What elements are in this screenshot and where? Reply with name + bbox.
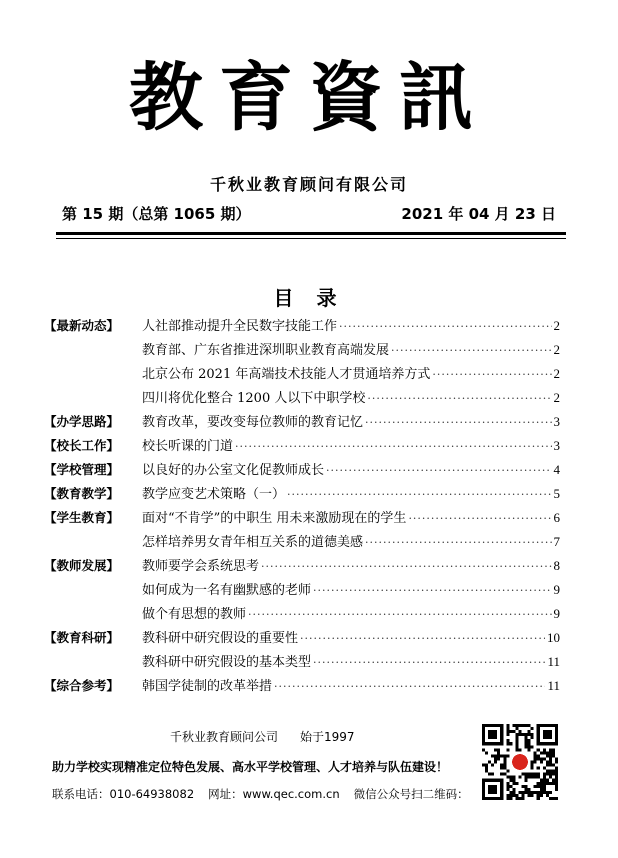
toc-dot-leader [339, 315, 551, 339]
toc-dot-leader [313, 651, 545, 675]
issue-info-row [62, 203, 556, 224]
toc-page-number: 10 [547, 630, 560, 645]
toc-category: 【办学思路】 [44, 414, 120, 429]
toc-entry-title: 面对“不肯学”的中职生 用未来激励现在的学生 [142, 511, 407, 526]
toc-entry-title: 人社部推动提升全民数字技能工作 [142, 319, 338, 334]
toc-category: 【学生教育】 [44, 510, 120, 525]
toc-entry-title: 教育改革，要改变每位教师的教育记忆 [142, 415, 364, 430]
masthead-title: 教育資訊 [129, 55, 489, 141]
toc-category: 【教育科研】 [44, 630, 120, 645]
toc-entry[interactable] [142, 458, 560, 483]
toc-dot-leader [365, 531, 551, 555]
toc-entry[interactable] [142, 314, 560, 339]
toc-page-number: 4 [553, 462, 560, 477]
toc-page-number: 9 [553, 606, 560, 621]
toc-row[interactable] [44, 482, 560, 506]
toc-page-number: 9 [553, 582, 560, 597]
toc-page-number: 3 [553, 438, 560, 453]
toc-title: 目 录 [273, 286, 345, 310]
toc-dot-leader [274, 675, 545, 699]
toc-entry-title: 如何成为一名有幽默感的老师 [142, 583, 312, 598]
header-rule-thick [56, 232, 566, 235]
toc-row[interactable] [44, 554, 560, 578]
toc-page-number: 2 [553, 342, 560, 357]
toc-page-number: 2 [553, 390, 560, 405]
toc-entry[interactable] [142, 530, 560, 555]
toc-row[interactable] [44, 578, 560, 602]
toc-category: 【教育教学】 [44, 486, 120, 501]
toc-dot-leader [367, 387, 551, 411]
footer-company: 千秋业教育顾问公司 [170, 730, 279, 744]
toc-row[interactable] [44, 458, 560, 482]
toc-row[interactable] [44, 650, 560, 674]
toc-page-number: 8 [553, 558, 560, 573]
toc-dot-leader [287, 483, 551, 507]
footer-slogan: 助力学校实现精准定位特色发展、高水平学校管理、人才培养与队伍建设！ [52, 760, 449, 774]
toc-page-number: 6 [553, 510, 560, 525]
toc-dot-leader [408, 507, 551, 531]
toc-page-number: 2 [553, 366, 560, 381]
toc-row[interactable] [44, 386, 560, 410]
toc-entry[interactable] [142, 650, 560, 675]
toc-entry[interactable] [142, 626, 560, 651]
issue-date: 2021 年 04 月 23 日 [401, 205, 556, 223]
toc-dot-leader [326, 459, 551, 483]
toc-category: 【最新动态】 [44, 318, 120, 333]
toc-entry-title: 教科研中研究假设的基本类型 [142, 655, 312, 670]
toc-row[interactable] [44, 338, 560, 362]
toc-page-number: 2 [553, 318, 560, 333]
toc-entry[interactable] [142, 674, 560, 699]
toc-category: 【综合参考】 [44, 678, 120, 693]
toc-page-number: 7 [553, 534, 560, 549]
toc-entry-title: 教学应变艺术策略（一） [142, 487, 286, 502]
toc-page-number: 11 [547, 654, 560, 669]
toc-entry[interactable] [142, 338, 560, 363]
toc-entry[interactable] [142, 434, 560, 459]
toc-page-number: 11 [547, 678, 560, 693]
toc-row[interactable] [44, 626, 560, 650]
footer-website[interactable]: 网址：www.qec.com.cn [208, 787, 340, 801]
toc-dot-leader [391, 339, 551, 363]
toc-entry-title: 做个有思想的教师 [142, 607, 247, 622]
toc-entry-title: 怎样培养男女青年相互关系的道德美感 [142, 535, 364, 550]
toc-entry-title: 北京公布 2021 年高端技术技能人才贯通培养方式 [142, 367, 431, 382]
toc-dot-leader [313, 579, 551, 603]
footer-wechat: 微信公众号扫二维码： [353, 787, 469, 801]
toc-category: 【教师发展】 [44, 558, 120, 573]
toc-row[interactable] [44, 362, 560, 386]
footer-contact-row [52, 786, 469, 802]
toc-page-number: 5 [553, 486, 560, 501]
toc-row[interactable] [44, 434, 560, 458]
qr-code-icon[interactable] [482, 724, 558, 800]
toc-row[interactable] [44, 530, 560, 554]
toc-row[interactable] [44, 314, 560, 338]
toc-row[interactable] [44, 674, 560, 698]
toc-entry[interactable] [142, 386, 560, 411]
toc-entry-title: 校长听课的门道 [142, 439, 234, 454]
toc-entry[interactable] [142, 578, 560, 603]
toc-entry-title: 四川将优化整合 1200 人以下中职学校 [142, 391, 366, 406]
toc-entry-title: 韩国学徒制的改革举措 [142, 679, 273, 694]
toc-row[interactable] [44, 506, 560, 530]
toc-dot-leader [365, 411, 551, 435]
footer-since: 始于1997 [300, 730, 355, 744]
toc-entry[interactable] [142, 482, 560, 507]
footer-company-row [170, 728, 355, 745]
header-rule-thin [56, 238, 566, 239]
toc-entry-title: 教育部、广东省推进深圳职业教育高端发展 [142, 343, 390, 358]
publisher-name: 千秋业教育顾问有限公司 [209, 175, 408, 194]
toc-entry-title: 教师要学会系统思考 [142, 559, 260, 574]
toc-dot-leader [261, 555, 551, 579]
toc-entry-title: 教科研中研究假设的重要性 [142, 631, 299, 646]
table-of-contents [44, 314, 560, 698]
toc-entry[interactable] [142, 554, 560, 579]
toc-dot-leader [248, 603, 551, 627]
toc-entry[interactable] [142, 506, 560, 531]
toc-row[interactable] [44, 410, 560, 434]
issue-number: 第 15 期（总第 1065 期） [62, 205, 251, 223]
toc-row[interactable] [44, 602, 560, 626]
toc-dot-leader [432, 363, 551, 387]
toc-dot-leader [300, 627, 545, 651]
toc-page-number: 3 [553, 414, 560, 429]
toc-category: 【校长工作】 [44, 438, 120, 453]
toc-dot-leader [235, 435, 551, 459]
footer-phone: 联系电话：010-64938082 [52, 787, 195, 801]
toc-category: 【学校管理】 [44, 462, 120, 477]
toc-entry[interactable] [142, 410, 560, 435]
toc-entry[interactable] [142, 602, 560, 627]
toc-entry[interactable] [142, 362, 560, 387]
toc-entry-title: 以良好的办公室文化促教师成长 [142, 463, 325, 478]
